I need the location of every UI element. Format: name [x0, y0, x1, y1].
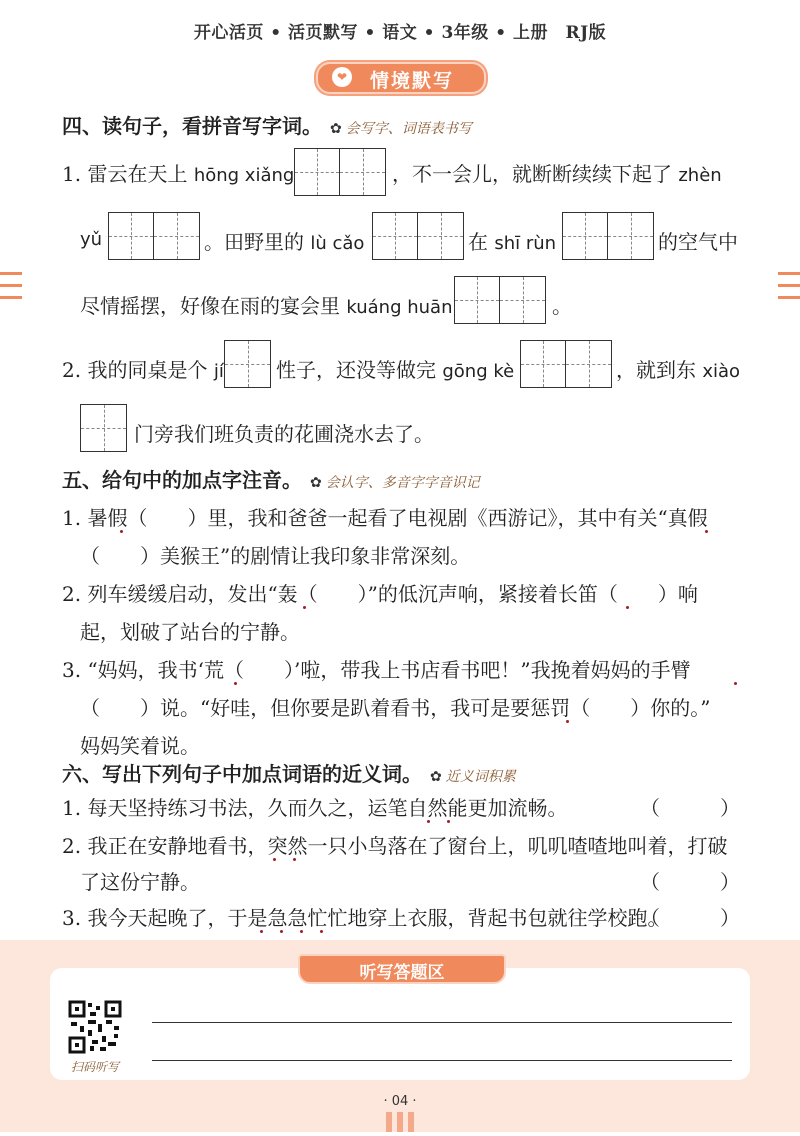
answer-box: [50, 968, 750, 1080]
page-number: · 04 ·: [383, 1094, 417, 1109]
section4-title: [62, 110, 472, 139]
emphasis-dot: [260, 930, 263, 933]
emphasis-dot: [320, 930, 323, 933]
emphasis-dot: [303, 606, 306, 609]
writing-grid[interactable]: [562, 212, 654, 260]
emphasis-dot: [626, 606, 629, 609]
section6-tag: ✿ 近义词积累: [430, 769, 516, 785]
qr-label: 扫码听写: [70, 1060, 119, 1074]
section6-title-text: 六、写出下列句子中加点词语的近义词。: [62, 762, 422, 786]
heart-book-icon: ❤: [332, 67, 352, 87]
q6-line: 3. 我今天起晚了，于是急急忙忙地穿上衣服，背起书包就往学校跑。: [62, 906, 668, 930]
q4-1-text-a: 1. 雷云在天上: [62, 162, 188, 186]
q4-1-line2a: [80, 226, 102, 250]
q4-1-line3a: [80, 290, 452, 319]
q5-line: （ ）美猴王”的剧情让我印象非常深刻。: [80, 544, 471, 568]
pinyin: shī rùn: [494, 233, 557, 254]
qr-code-icon[interactable]: [68, 1000, 122, 1054]
emphasis-dot: [300, 930, 303, 933]
q5-line: 3. “妈妈，我书‘荒（ ）’啦，带我上书店看书吧！”我挽着妈妈的手臂: [62, 658, 691, 682]
emphasis-dot: [566, 720, 569, 723]
emphasis-dot: [120, 530, 123, 533]
side-decoration-left: [0, 272, 22, 308]
answer-paren[interactable]: （ ）: [640, 906, 740, 930]
writing-grid[interactable]: [520, 340, 612, 388]
writing-grid[interactable]: [454, 276, 546, 324]
emphasis-dot: [734, 682, 737, 685]
q4-2-line1c: [616, 354, 740, 383]
q4-1-line3b: 。: [552, 294, 572, 318]
side-decoration-right: [778, 272, 800, 308]
banner-title: 情境默写: [370, 70, 455, 92]
answer-paren[interactable]: （ ）: [640, 870, 740, 894]
q5-line: 1. 暑假（ ）里，我和爸爸一起看了电视剧《西游记》，其中有关“真假: [62, 506, 708, 530]
q6-line: 了这份宁静。: [80, 870, 200, 894]
q4-1-line1b: [392, 158, 722, 187]
emphasis-dot: [273, 858, 276, 861]
emphasis-dot: [447, 820, 450, 823]
q4-1-text-b: ，不一会儿，就断断续续下起了: [392, 162, 672, 186]
q5-line: 起，划破了站台的宁静。: [80, 620, 300, 644]
q4-1-text-d: 在: [468, 230, 488, 254]
q4-1-line2d: 的空气中: [658, 230, 738, 254]
q4-2-text-c: ，就到东: [616, 358, 696, 382]
answer-line[interactable]: [152, 1060, 732, 1061]
pinyin: hōng xiǎng: [193, 165, 295, 186]
pinyin: kuáng huān: [346, 297, 453, 318]
q5-line: 2. 列车缓缓启动，发出“轰（ ）”的低沉声响，紧接着长笛（ ）响: [62, 582, 698, 606]
q6-line: 1. 每天坚持练习书法，久而久之，运笔自然能更加流畅。: [62, 796, 568, 820]
answer-area-title: 听写答题区: [359, 963, 445, 983]
pinyin: jí: [213, 361, 224, 382]
answer-area-banner: [298, 954, 506, 984]
section5-title-text: 五、给句中的加点字注音。: [62, 468, 302, 492]
q4-1-line2c: [468, 226, 556, 255]
q5-line: （ ）说。“好哇，但你要是趴着看书，我可是要惩罚（ ）你的。”: [80, 696, 711, 720]
writing-grid[interactable]: [294, 148, 386, 196]
q4-1-line1: [62, 158, 294, 187]
q4-2-line2: 门旁我们班负责的花圃浇水去了。: [134, 422, 434, 446]
writing-grid[interactable]: [372, 212, 464, 260]
emphasis-dot: [705, 530, 708, 533]
section5-title: [62, 464, 480, 493]
q5-line: 妈妈笑着说。: [80, 734, 200, 758]
q4-2-line1a: [62, 354, 224, 383]
section5-tag: ✿ 会认字、多音字字音识记: [310, 475, 480, 491]
page-header: 开心活页 • 活页默写 • 语文 • 3年级 • 上册 RJ版: [193, 23, 607, 43]
answer-line[interactable]: [152, 1022, 732, 1023]
section-banner: [316, 62, 486, 94]
q4-2-text-b: 性子，还没等做完: [276, 358, 436, 382]
binding-decoration: [386, 1112, 419, 1136]
writing-grid[interactable]: [224, 340, 271, 388]
emphasis-dot: [427, 820, 430, 823]
emphasis-dot: [293, 858, 296, 861]
q4-1-line2b: [204, 226, 364, 255]
pinyin: lù cǎo: [310, 233, 365, 254]
pinyin: zhèn: [678, 165, 722, 186]
writing-grid[interactable]: [80, 404, 127, 452]
section6-title: [62, 758, 516, 787]
q4-2-text-a: 2. 我的同桌是个: [62, 358, 208, 382]
pinyin: yǔ: [80, 229, 103, 250]
section4-title-text: 四、读句子，看拼音写字词。: [62, 114, 322, 138]
answer-paren[interactable]: （ ）: [640, 796, 740, 820]
q6-line: 2. 我正在安静地看书，突然一只小鸟落在了窗台上，叽叽喳喳地叫着，打破: [62, 834, 728, 858]
q4-2-line1b: [276, 354, 514, 383]
writing-grid[interactable]: [108, 212, 200, 260]
q4-1-text-e: 尽情摇摆，好像在雨的宴会里: [80, 294, 340, 318]
emphasis-dot: [280, 930, 283, 933]
pinyin: xiào: [702, 361, 741, 382]
section4-tag: ✿ 会写字、词语表书写: [330, 121, 472, 137]
pinyin: gōng kè: [442, 361, 515, 382]
emphasis-dot: [234, 682, 237, 685]
q4-1-text-c: 。田野里的: [204, 230, 304, 254]
